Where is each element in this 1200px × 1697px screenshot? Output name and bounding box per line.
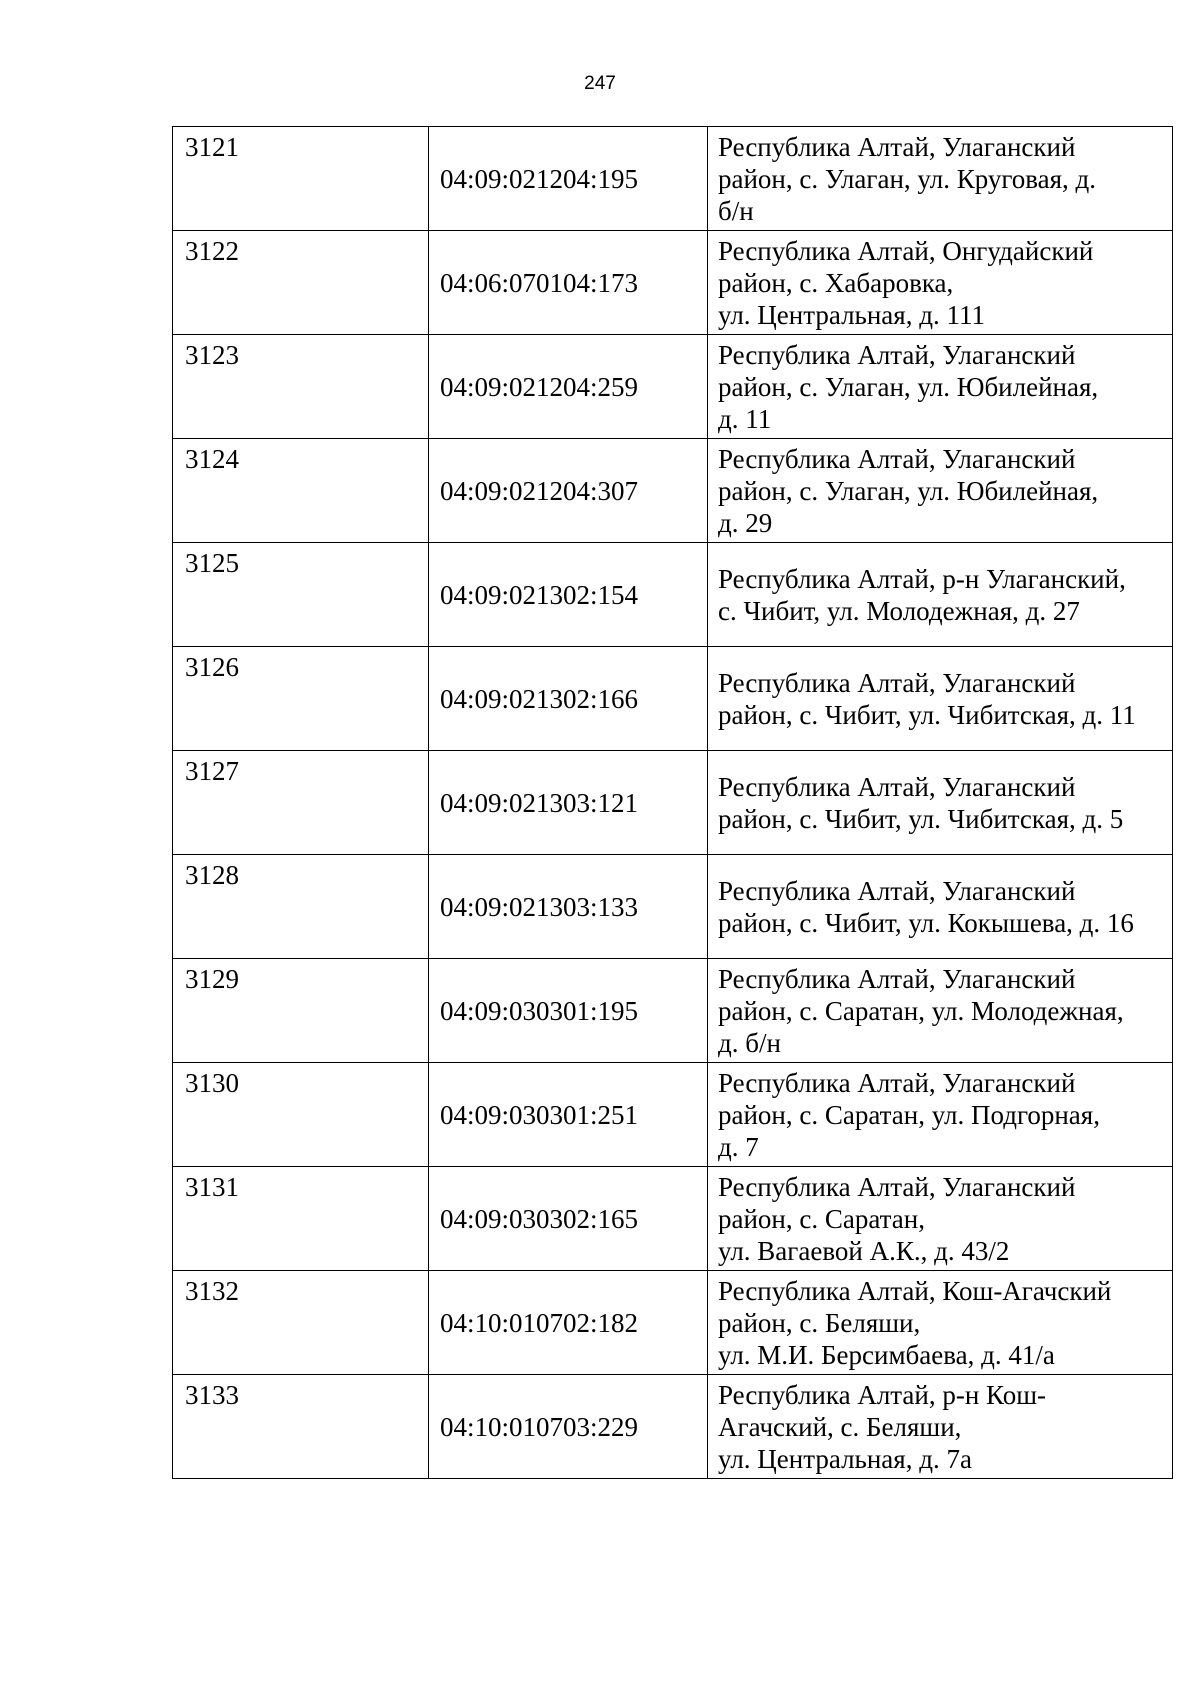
address-line: Республика Алтай, Улаганский — [718, 131, 1076, 162]
address-line: д. б/н — [718, 1027, 781, 1058]
row-number-cell: 3133 — [173, 1375, 429, 1479]
row-number-cell: 3129 — [173, 959, 429, 1063]
row-number-cell: 3128 — [173, 855, 429, 959]
cadastral-number-cell: 04:09:021204:195 — [429, 127, 708, 231]
address-line: д. 29 — [718, 507, 773, 538]
address-line: район, с. Хабаровка, — [718, 267, 954, 298]
property-table — [172, 126, 1173, 1479]
address-line: район, с. Улаган, ул. Юбилейная, — [718, 371, 1099, 402]
address-cell — [708, 231, 1173, 335]
address-line: район, с. Чибит, ул. Чибитская, д. 5 — [718, 803, 1124, 834]
cadastral-number-cell: 04:09:030302:165 — [429, 1167, 708, 1271]
cadastral-number-cell: 04:09:021204:259 — [429, 335, 708, 439]
address-line: район, с. Чибит, ул. Кокышева, д. 16 — [718, 907, 1134, 938]
cadastral-number-cell: 04:09:021302:166 — [429, 647, 708, 751]
address-cell — [708, 1063, 1173, 1167]
table-row — [173, 335, 1173, 439]
address-line: Республика Алтай, Онгудайский — [718, 235, 1094, 266]
address-line: Республика Алтай, Улаганский — [718, 1067, 1076, 1098]
address-cell — [708, 335, 1173, 439]
row-number-cell: 3130 — [173, 1063, 429, 1167]
row-number-cell: 3126 — [173, 647, 429, 751]
address-cell — [708, 855, 1173, 959]
table-body — [173, 127, 1173, 1479]
address-line: ул. Центральная, д. 111 — [718, 299, 985, 330]
address-line: район, с. Чибит, ул. Чибитская, д. 11 — [718, 699, 1136, 730]
cadastral-number-cell: 04:09:021303:121 — [429, 751, 708, 855]
row-number-cell: 3127 — [173, 751, 429, 855]
row-number-cell: 3123 — [173, 335, 429, 439]
address-line: д. 11 — [718, 403, 772, 434]
address-cell — [708, 543, 1173, 647]
address-cell — [708, 1271, 1173, 1375]
address-line: ул. Центральная, д. 7а — [718, 1443, 972, 1474]
address-line: Республика Алтай, Улаганский — [718, 771, 1076, 802]
row-number-cell: 3124 — [173, 439, 429, 543]
cadastral-number-cell: 04:09:030301:195 — [429, 959, 708, 1063]
address-line: Республика Алтай, Улаганский — [718, 875, 1076, 906]
address-line: с. Чибит, ул. Молодежная, д. 27 — [718, 595, 1080, 626]
address-line: ул. М.И. Берсимбаева, д. 41/а — [718, 1339, 1055, 1370]
address-cell — [708, 647, 1173, 751]
table-row — [173, 751, 1173, 855]
row-number-cell: 3122 — [173, 231, 429, 335]
cadastral-number-cell: 04:06:070104:173 — [429, 231, 708, 335]
cadastral-number-cell: 04:09:021303:133 — [429, 855, 708, 959]
table-row — [173, 231, 1173, 335]
address-line: район, с. Беляши, — [718, 1307, 921, 1338]
table-row — [173, 959, 1173, 1063]
table-row — [173, 1063, 1173, 1167]
address-cell — [708, 1375, 1173, 1479]
address-line: район, с. Саратан, ул. Молодежная, — [718, 995, 1124, 1026]
address-line: ул. Вагаевой А.К., д. 43/2 — [718, 1235, 1010, 1266]
address-cell — [708, 439, 1173, 543]
table-row — [173, 1167, 1173, 1271]
address-line: район, с. Саратан, — [718, 1203, 925, 1234]
cadastral-number-cell: 04:09:021204:307 — [429, 439, 708, 543]
table-row — [173, 1271, 1173, 1375]
address-line: Республика Алтай, р-н Улаганский, — [718, 563, 1126, 594]
cadastral-number-cell: 04:09:030301:251 — [429, 1063, 708, 1167]
row-number-cell: 3125 — [173, 543, 429, 647]
table-row — [173, 543, 1173, 647]
page-number: 247 — [584, 73, 616, 94]
row-number-cell: 3131 — [173, 1167, 429, 1271]
row-number-cell: 3121 — [173, 127, 429, 231]
address-cell — [708, 751, 1173, 855]
address-line: д. 7 — [718, 1131, 759, 1162]
address-line: Республика Алтай, Улаганский — [718, 1171, 1076, 1202]
row-number-cell: 3132 — [173, 1271, 429, 1375]
cadastral-number-cell: 04:10:010702:182 — [429, 1271, 708, 1375]
address-line: Республика Алтай, Улаганский — [718, 963, 1076, 994]
address-line: Республика Алтай, р-н Кош- — [718, 1379, 1046, 1410]
address-line: район, с. Улаган, ул. Юбилейная, — [718, 475, 1099, 506]
address-line: Республика Алтай, Улаганский — [718, 443, 1076, 474]
address-line: Республика Алтай, Улаганский — [718, 667, 1076, 698]
address-line: Республика Алтай, Кош-Агачский — [718, 1275, 1112, 1306]
address-line: Республика Алтай, Улаганский — [718, 339, 1076, 370]
table-row — [173, 647, 1173, 751]
table-row — [173, 1375, 1173, 1479]
address-line: район, с. Улаган, ул. Круговая, д. — [718, 163, 1097, 194]
address-line: район, с. Саратан, ул. Подгорная, — [718, 1099, 1100, 1130]
address-line: б/н — [718, 195, 754, 226]
cadastral-number-cell: 04:10:010703:229 — [429, 1375, 708, 1479]
cadastral-number-cell: 04:09:021302:154 — [429, 543, 708, 647]
address-cell — [708, 959, 1173, 1063]
address-line: Агачский, с. Беляши, — [718, 1411, 962, 1442]
table-row — [173, 855, 1173, 959]
table-row — [173, 439, 1173, 543]
table-row — [173, 127, 1173, 231]
address-cell — [708, 1167, 1173, 1271]
address-cell — [708, 127, 1173, 231]
